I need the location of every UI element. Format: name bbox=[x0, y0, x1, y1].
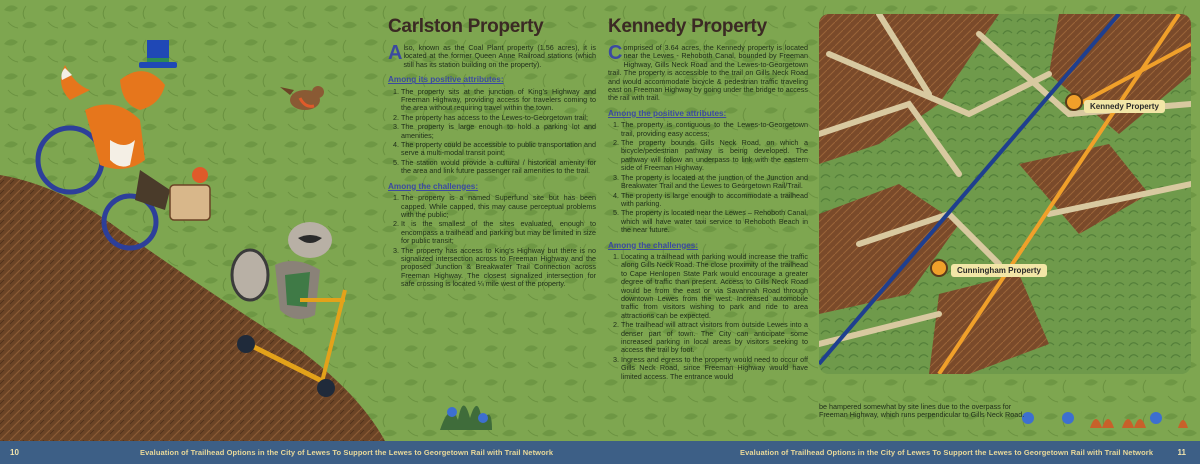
kennedy-intro: Comprised of 3.64 acres, the Kennedy property is located near the Lewes - Rehoboth Canal, bounded by Freeman Highway, Gills Neck Road and the Lewes-to-Georgetown trail. The property is accessible to the trail on Gills Neck Road and would accommodate bicycle & pedestrian traffic traveling east on Freeman Highway by going under the bridge to access the rail with trail. bbox=[608, 42, 808, 103]
footer-left bbox=[0, 441, 600, 464]
list-item: 1. The property is contiguous to the Lewes-to-Georgetown trail, providing easy access; bbox=[621, 121, 808, 138]
carlston-dropcap: A bbox=[388, 42, 403, 64]
kennedy-challenges-list bbox=[608, 253, 808, 381]
carlston-challenges-list bbox=[388, 194, 596, 288]
list-item: 2. The property has access to the Lewes-to-Georgetown trail; bbox=[401, 114, 596, 122]
map-illustration bbox=[819, 14, 1191, 374]
list-item: 3. The property is large enough to hold a parking lot and amenities; bbox=[401, 123, 596, 140]
list-item: 4. The property could be accessible to public transportation and serve a multi-modal transit point; bbox=[401, 141, 596, 158]
kennedy-positive-list bbox=[608, 121, 808, 234]
list-item: 5. The property is located near the Lewes – Rehoboth Canal, which will have water taxi service to Rehoboth Beach in the near future. bbox=[621, 209, 808, 234]
list-item: 5. The station would provide a cultural / historical amenity for the area and link future passenger rail amenities to the trail. bbox=[401, 159, 596, 176]
carlston-positive-heading: Among its positive attributes: bbox=[388, 75, 504, 85]
kennedy-marker-icon bbox=[1066, 94, 1082, 110]
list-item: 2. The trailhead will attract visitors from outside Lewes into a denser part of town. The City can anticipate some increased parking in local areas by visitors seeking to access the trail by foot. bbox=[621, 321, 808, 355]
list-item: 1. Locating a trailhead with parking would increase the traffic along Gills Neck Road. The close proximity of the trailhead to Cape Henlopen State Park would encourage a greater degree of traffic than present. Access to Gills Neck Road would be from the east or via Savannah Road through downtown Lewes from the west. Increased automobile traffic from visitors wishing to park and ride to area attractions can be expected. bbox=[621, 253, 808, 320]
list-item: 3. The property is located at the junction of the Junction and Breakwater Trail and the Lewes to Georgetown Rail/Trail. bbox=[621, 174, 808, 191]
carlston-section bbox=[388, 16, 596, 290]
property-map bbox=[819, 14, 1191, 374]
carlston-challenges-heading: Among the challenges: bbox=[388, 181, 479, 191]
footer-right bbox=[600, 441, 1200, 464]
list-item: 3. The property has access to King’s Highway but there is no signalized intersection across to Freeman Highway and the proposed Junction & Breakwater Trail Connection across Freeman Highway. The closest signalized intersection for safe crossing is located ¼ mile west of the property. bbox=[401, 247, 596, 289]
page-number: 11 bbox=[1177, 448, 1186, 457]
kennedy-positive-heading: Among the positive attributes: bbox=[608, 108, 727, 118]
kennedy-dropcap: C bbox=[608, 42, 623, 64]
map-label-cunningham: Cunningham Property bbox=[951, 264, 1047, 277]
carlston-intro: Also, known as the Coal Plant property (1.56 acres), it is located at the former Queen Anne Railroad stations (which still has its station building on the property). bbox=[388, 42, 596, 69]
kennedy-section bbox=[608, 16, 808, 382]
list-item: 4. The property is large enough to accommodate a trailhead with parking. bbox=[621, 192, 808, 209]
kennedy-challenges-heading: Among the challenges: bbox=[608, 240, 699, 250]
right-page bbox=[600, 0, 1200, 441]
page-number: 10 bbox=[10, 448, 19, 457]
continuation-text: be hampered somewhat by site lines due to the overpass for Freeman Highway, which runs perpendicular to Gills Neck Road. bbox=[819, 402, 1025, 420]
left-page bbox=[0, 0, 600, 441]
list-item: 1. The property sits at the junction of King’s Highway and Freeman Highway, providing access for travelers coming to the area without requiring travel within the town. bbox=[401, 88, 596, 113]
list-item: 1. The property is a named Superfund site but has been capped. While capped, this may cause perceptual problems with the public; bbox=[401, 194, 596, 219]
footer-title: Evaluation of Trailhead Options in the City of Lewes To Support the Lewes to Georgetown Rail with Trail Network bbox=[140, 448, 554, 457]
list-item: 2. The property bounds Gills Neck Road, on which a bicycle/pedestrian pathway is being developed. The pathway will follow an underpass to link with the eastern side of Freeman Highway. bbox=[621, 139, 808, 173]
carlston-positive-list bbox=[388, 88, 596, 176]
list-item: 2. It is the smallest of the sites evaluated, enough to encompass a trailhead and parking but may be limited in size for public transit; bbox=[401, 220, 596, 245]
kennedy-title: Kennedy Property bbox=[608, 16, 767, 37]
footer-title: Evaluation of Trailhead Options in the City of Lewes To Support the Lewes to Georgetown Rail with Trail Network bbox=[740, 448, 1154, 457]
map-label-kennedy: Kennedy Property bbox=[1084, 100, 1165, 113]
carlston-title: Carlston Property bbox=[388, 16, 544, 37]
list-item: 3. Ingress and egress to the property would need to occur off Gills Neck Road, since Freeman Highway would have limited access. The entrance would bbox=[621, 356, 808, 381]
cunningham-marker-icon bbox=[931, 260, 947, 276]
